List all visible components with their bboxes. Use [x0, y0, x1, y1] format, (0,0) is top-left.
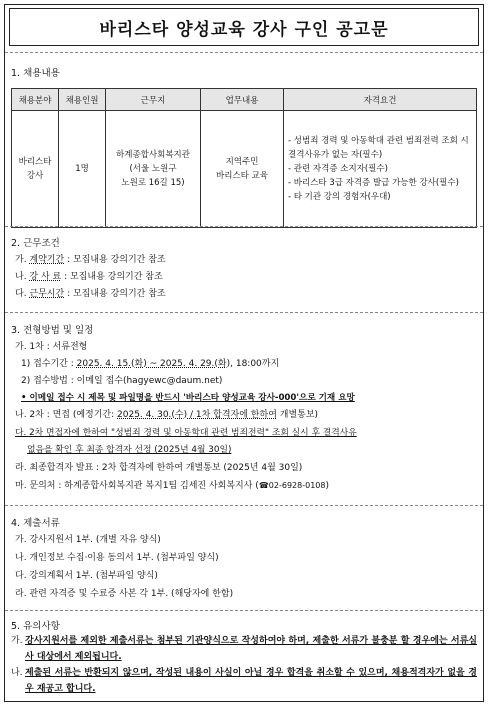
- requirement-item: - 바리스타 3급 자격증 발급 가능한 강사(필수): [288, 178, 459, 188]
- phone-icon: ☎02-6928-0108: [258, 481, 326, 490]
- condition-item: 가. 계약기간 : 모집내용 강의기간 참조: [15, 255, 166, 265]
- hiring-table: [11, 88, 477, 228]
- cell-count: 1명: [59, 111, 106, 228]
- table-header: 자격요건: [284, 89, 477, 111]
- condition-item: 나. 강 사 료 : 모집내용 강의기간 참조: [15, 272, 163, 282]
- divider: [5, 52, 483, 53]
- note-item: 나. 제출된 서류는 반환되지 않으며, 작성된 내용이 사실이 아닐 경우 합격을 취소할 수 있으며, 채용적격자가 없을 경우 재공고 합니다.: [11, 668, 477, 694]
- document-item: 나. 개인정보 수집·이용 동의서 1부. (첨부파일 양식): [15, 553, 219, 563]
- table-header: 근무지: [106, 89, 201, 111]
- divider: [5, 312, 483, 313]
- divider: [5, 610, 483, 611]
- document-page: [4, 4, 484, 702]
- process-item: 1) 접수기간 : 2025. 4. 15.(화) ~ 2025. 4. 29.(화), 18:00까지: [21, 359, 280, 369]
- document-item: 라. 관련 자격증 및 수료증 사본 각 1부. (해당자에 한함): [15, 589, 234, 599]
- process-item: 나. 2차 : 면접 (예정기간: 2025. 4. 30.(수) / 1차 합격자에 한하여 개별통보): [15, 410, 319, 420]
- process-note: • 이메일 접수 시 제목 및 파일명을 반드시 '바리스타 양성교육 강사-000'으로 기재 요망: [21, 393, 355, 403]
- note-item: 가. 강사지원서를 제외한 제출서류는 첨부된 기관양식으로 작성하여야 하며, 제출한 서류가 불충분 할 경우에는 서류심사 대상에서 제외됩니다.: [11, 636, 477, 662]
- notes-list: [11, 633, 477, 697]
- process-item: 다. 2차 면접자에 한하여 "성범죄 경력 및 아동학대 관련 범죄전력" 조회 실시 후 결격사유: [15, 428, 357, 438]
- requirement-item: - 성범죄 경력 및 아동학대 관련 범죄전력 조회 시 결격사유가 없는 자(필수): [288, 136, 469, 160]
- cell-requirements: [284, 111, 477, 228]
- process-item: 라. 최종합격자 발표 : 2차 합격자에 한하여 개별통보 (2025년 4월 30일): [15, 463, 303, 473]
- condition-item: 다. 근무시간 : 모집내용 강의기간 참조: [15, 289, 166, 299]
- requirement-item: - 타 기관 강의 경험자(우대): [288, 192, 391, 202]
- requirement-item: - 관련 자격증 소지자(필수): [288, 164, 388, 174]
- table-header: 채용분야: [12, 89, 59, 111]
- title-box: [9, 8, 479, 46]
- section-conditions-heading: 2. 근무조건: [11, 238, 60, 249]
- page-title: 바리스타 양성교육 강사 구인 공고문: [99, 19, 389, 40]
- process-item: 없음을 확인 후 최종 합격자 선정 (2025년 4월 30일): [27, 445, 232, 455]
- cell-duty: 지역주민 바리스타 교육: [201, 111, 284, 228]
- divider: [5, 505, 483, 506]
- section-process-heading: 3. 전형방법 및 일정: [11, 325, 94, 336]
- divider: [5, 226, 483, 227]
- table-header: 업무내용: [201, 89, 284, 111]
- section-hiring-heading: 1. 채용내용: [11, 68, 60, 79]
- section-notes-heading: 5. 유의사항: [11, 621, 60, 632]
- table-row: [12, 111, 477, 228]
- cell-field: 바리스타 강사: [12, 111, 59, 228]
- process-item: 마. 문의처 : 하계종합사회복지관 복지1팀 김세진 사회복지사 (☎02-6928-0108): [15, 481, 329, 491]
- table-header: 채용인원: [59, 89, 106, 111]
- process-item: 가. 1차 : 서류전형: [15, 342, 88, 352]
- document-item: 가. 강사지원서 1부. (개별 자유 양식): [15, 535, 161, 545]
- section-documents-heading: 4. 제출서류: [11, 518, 60, 529]
- process-item: 2) 접수방법 : 이메일 접수(hagyewc@daum.net): [21, 376, 223, 386]
- document-item: 다. 강의계획서 1부. (첨부파일 양식): [15, 571, 158, 581]
- cell-location: 하계종합사회복지관 (서울 노원구 노원로 16길 15): [106, 111, 201, 228]
